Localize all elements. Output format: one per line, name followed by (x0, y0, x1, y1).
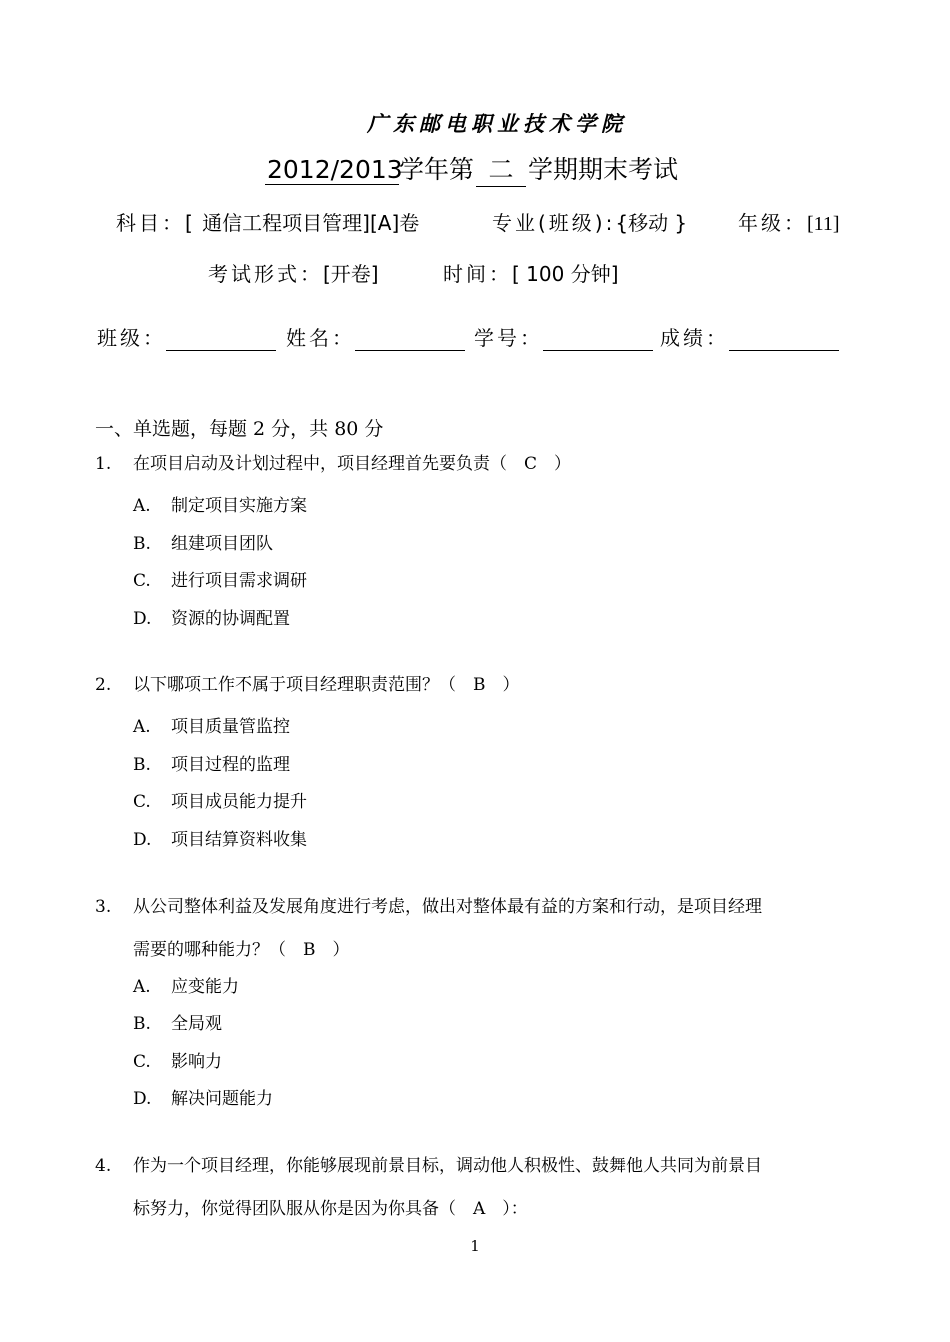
question-2 (95, 675, 520, 696)
option-text: 进行项目需求调研 (171, 571, 307, 591)
option-2c (133, 787, 307, 812)
page-number: 1 (470, 1237, 480, 1255)
term-number: 二 (476, 150, 526, 187)
school-name: 广东邮电职业技术学院 (367, 111, 627, 136)
option-text: 项目成员能力提升 (171, 792, 307, 812)
name-blank[interactable] (355, 328, 465, 351)
score-blank[interactable] (729, 328, 839, 351)
question-number: 1. (95, 454, 112, 474)
subject-field (116, 207, 419, 236)
score-label: 成绩： (660, 326, 729, 350)
name-label: 姓名： (286, 326, 355, 350)
academic-year: 2012/2013 (267, 155, 403, 184)
option-text: 全局观 (171, 1014, 222, 1034)
major-label: 专业(班级): (492, 211, 616, 235)
option-letter: D. (133, 1089, 152, 1109)
subject-label: 科目：[ (116, 211, 196, 235)
grade-label: 年级： (738, 211, 807, 235)
option-text: 组建项目团队 (171, 534, 273, 554)
option-letter: D. (133, 830, 152, 850)
year-suffix: 学年第 (399, 155, 475, 184)
exam-title-line (265, 150, 678, 187)
option-1a (133, 491, 307, 516)
option-text: 应变能力 (171, 977, 239, 997)
time-value: [ 100 分钟] (512, 262, 619, 286)
exam-form-label: 考试形式： (208, 262, 323, 286)
question-3-continued: 需要的哪种能力？（ B ） (133, 940, 350, 960)
class-blank[interactable] (166, 328, 276, 351)
option-3a (133, 972, 239, 997)
question-number: 3. (95, 897, 112, 917)
option-letter: B. (133, 534, 151, 554)
major-value: {移动 } (615, 211, 688, 235)
class-label: 班级： (97, 326, 166, 350)
question-1 (95, 454, 571, 475)
question-number: 2. (95, 675, 112, 695)
option-letter: D. (133, 609, 152, 629)
grade-value: [11] (807, 213, 840, 235)
id-label: 学号： (474, 326, 543, 350)
exam-title: 学期期末考试 (528, 155, 679, 184)
time-label: 时间： (443, 262, 512, 286)
option-letter: A. (133, 977, 151, 997)
question-text: 从公司整体利益及发展角度进行考虑，做出对整体最有益的方案和行动，是项目经理 (133, 897, 762, 917)
exam-form-field (208, 258, 379, 287)
option-2d (133, 825, 307, 850)
question-text: 作为一个项目经理，你能够展现前景目标，调动他人积极性、鼓舞他人共同为前景目 (133, 1156, 762, 1176)
id-blank[interactable] (543, 328, 653, 351)
option-text: 资源的协调配置 (171, 609, 290, 629)
time-field (443, 258, 619, 287)
option-1b (133, 529, 273, 554)
question-4-continued: 标努力，你觉得团队服从你是因为你具备（ A ）： (133, 1199, 528, 1219)
option-2a (133, 712, 290, 737)
exam-form-value: [开卷] (323, 262, 379, 286)
subject-value: 通信工程项目管理][A]卷 (202, 211, 420, 235)
option-2b (133, 750, 290, 775)
option-text: 项目结算资料收集 (171, 830, 307, 850)
student-class-field (97, 322, 276, 351)
option-letter: C. (133, 792, 151, 812)
option-text: 项目质量管监控 (171, 717, 290, 737)
option-letter: B. (133, 1014, 151, 1034)
student-name-field (286, 322, 465, 351)
section-title: 一、单选题，每题 2 分，共 80 分 (95, 418, 384, 440)
option-letter: C. (133, 1052, 151, 1072)
question-text: 在项目启动及计划过程中，项目经理首先要负责（ C ） (133, 454, 572, 474)
question-3 (95, 897, 762, 918)
option-text: 影响力 (171, 1052, 222, 1072)
option-letter: C. (133, 571, 151, 591)
option-1c (133, 566, 307, 591)
score-field (660, 322, 839, 351)
option-3c (133, 1047, 222, 1072)
option-text: 制定项目实施方案 (171, 496, 307, 516)
option-1d (133, 604, 290, 629)
option-letter: A. (133, 496, 151, 516)
student-id-field (474, 322, 653, 351)
option-letter: A. (133, 717, 151, 737)
question-4 (95, 1156, 762, 1177)
option-3d (133, 1084, 273, 1109)
grade-field (738, 207, 840, 236)
major-field (492, 207, 687, 236)
option-text: 项目过程的监理 (171, 755, 290, 775)
question-number: 4. (95, 1156, 112, 1176)
option-letter: B. (133, 755, 151, 775)
question-text: 以下哪项工作不属于项目经理职责范围？（ B ） (133, 675, 520, 695)
option-text: 解决问题能力 (171, 1089, 273, 1109)
option-3b (133, 1009, 222, 1034)
